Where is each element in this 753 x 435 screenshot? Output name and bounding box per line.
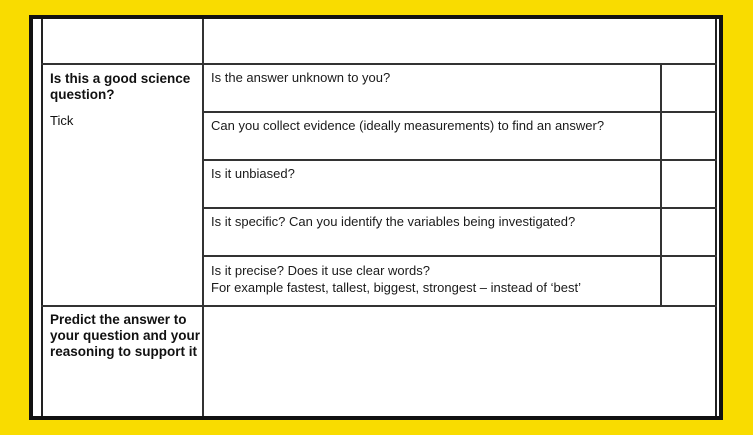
criterion-evidence: Can you collect evidence (ideally measurements) to find an answer?: [211, 118, 605, 133]
tick-box-unknown[interactable]: [662, 65, 717, 111]
row-divider-2: [202, 159, 717, 161]
top-empty-cell[interactable]: [204, 19, 717, 63]
good-question-heading: Is this a good science question?: [50, 71, 191, 102]
tick-instruction: Tick: [50, 113, 74, 128]
predict-heading-cell: [50, 312, 200, 360]
criterion-unknown: Is the answer unknown to you?: [211, 70, 391, 85]
criterion-unbiased: Is it unbiased?: [211, 166, 295, 181]
tick-box-unbiased[interactable]: [662, 161, 717, 207]
criterion-specific: Is it specific? Can you identify the variables being investigated?: [211, 214, 576, 229]
table-left-border: [41, 19, 43, 416]
predict-answer-area[interactable]: [204, 307, 717, 416]
tick-box-precise[interactable]: [662, 257, 717, 305]
criterion-precise: Is it precise? Does it use clear words?: [211, 263, 430, 278]
tick-box-specific[interactable]: [662, 209, 717, 255]
row-divider-4: [202, 255, 717, 257]
tick-box-evidence[interactable]: [662, 113, 717, 159]
row-divider-1: [202, 111, 717, 113]
good-question-heading-cell: [50, 71, 198, 129]
row-divider-top: [41, 63, 717, 65]
predict-heading: Predict the answer to your question and your reasoning to support it: [50, 312, 201, 359]
criterion-precise-example: For example fastest, tallest, biggest, strongest – instead of ‘best’: [211, 280, 581, 295]
row-divider-3: [202, 207, 717, 209]
worksheet-table: [29, 15, 723, 420]
